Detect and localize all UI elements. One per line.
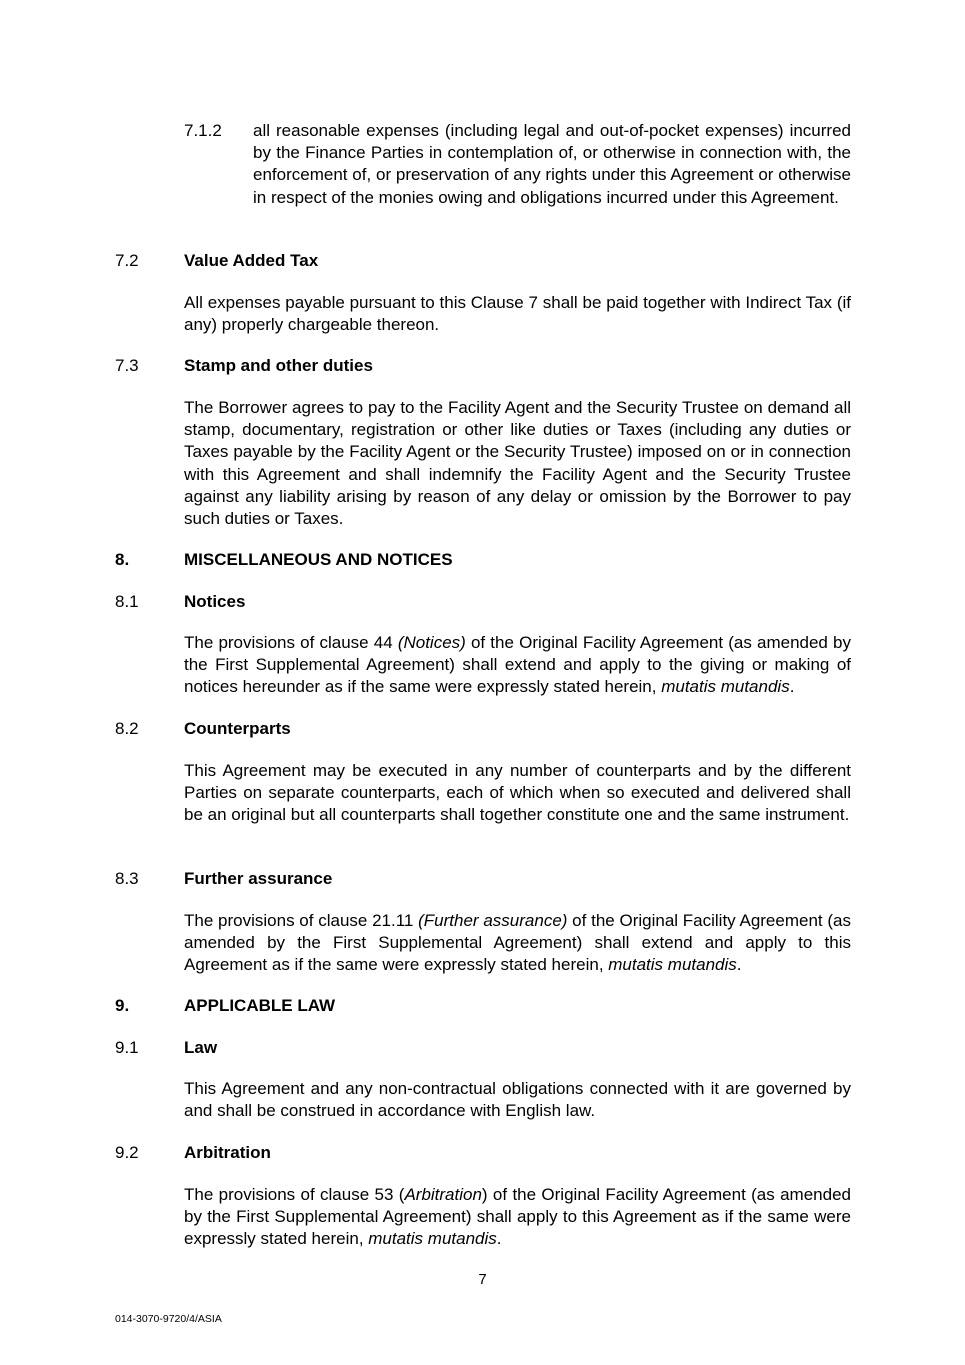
clause-number: 9.1 <box>115 1038 139 1057</box>
clause-heading: Counterparts <box>184 719 291 738</box>
clause-heading: Value Added Tax <box>184 251 319 270</box>
clause-text: This Agreement may be executed in any number of counterparts and by the different Parties on separate counterparts, each of which when so executed and delivered shall be an original but all counterparts shall together constitute one and the same instrument. <box>184 761 851 825</box>
clause-number: 7.1.2 <box>184 121 222 140</box>
section-heading: APPLICABLE LAW <box>184 996 336 1015</box>
clause-heading: Stamp and other duties <box>184 356 373 375</box>
clause-number: 7.2 <box>115 251 139 270</box>
clause-number: 9.2 <box>115 1143 139 1162</box>
clause-heading: Notices <box>184 592 246 611</box>
section-heading: MISCELLANEOUS AND NOTICES <box>184 550 453 569</box>
section-number: 9. <box>115 996 130 1015</box>
clause-text: The provisions of clause 44 (Notices) of the Original Facility Agreement (as amended by the First Supplemental Agreement) shall extend and apply to the giving or making of notices hereunder as if the same were expressly stated herein, mutatis mutandis. <box>184 633 851 697</box>
section-number: 8. <box>115 550 130 569</box>
clause-number: 8.2 <box>115 719 139 738</box>
page-number: 7 <box>478 1271 487 1288</box>
clause-heading: Further assurance <box>184 869 333 888</box>
document-reference: 014-3070-9720/4/ASIA <box>115 1313 222 1325</box>
clause-number: 7.3 <box>115 356 139 375</box>
clause-heading: Law <box>184 1038 218 1057</box>
clause-heading: Arbitration <box>184 1143 271 1162</box>
clause-text: The provisions of clause 53 (Arbitration) of the Original Facility Agreement (as amended by the First Supplemental Agreement) shall apply to this Agreement as if the same were expressly stated herein, mutatis mutandis. <box>184 1185 851 1249</box>
clause-text: This Agreement and any non-contractual obligations connected with it are governed by and shall be construed in accordance with English law. <box>184 1079 851 1121</box>
clause-text: The Borrower agrees to pay to the Facility Agent and the Security Trustee on demand all stamp, documentary, registration or other like duties or Taxes (including any duties or Taxes payable by the Facility Agent or the Security Trustee) imposed on or in connection with this Agreement and shall indemnify the Facility Agent and the Security Trustee against any liability arising by reason of any delay or omission by the Borrower to pay such duties or Taxes. <box>184 398 851 529</box>
clause-text: all reasonable expenses (including legal and out-of-pocket expenses) incurred by the Finance Parties in contemplation of, or otherwise in connection with, the enforcement of, or preservation of any rights under this Agreement or otherwise in respect of the monies owing and obligations incurred under this Agreement. <box>253 121 851 207</box>
clause-number: 8.3 <box>115 869 139 888</box>
clause-number: 8.1 <box>115 592 139 611</box>
clause-text: The provisions of clause 21.11 (Further assurance) of the Original Facility Agreement (as amended by the First Supplemental Agreement) shall extend and apply to this Agreement as if the same were expressly stated herein, mutatis mutandis. <box>184 911 851 975</box>
clause-text: All expenses payable pursuant to this Clause 7 shall be paid together with Indirect Tax (if any) properly chargeable thereon. <box>184 293 851 335</box>
